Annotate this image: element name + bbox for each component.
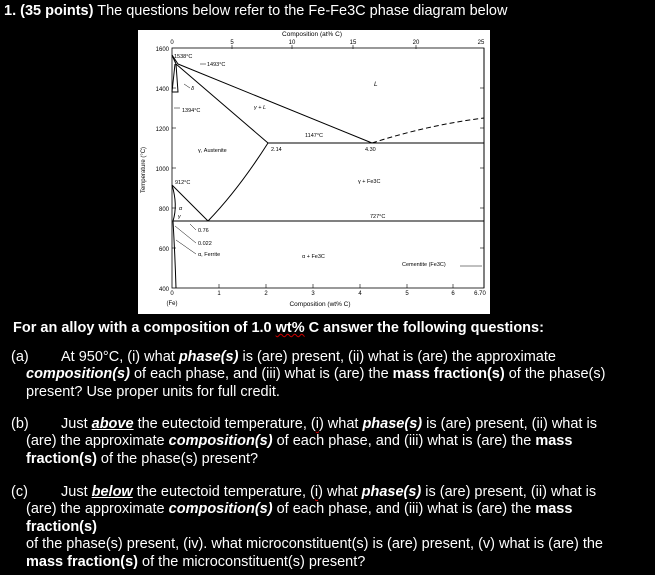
label-1394: 1394°C — [182, 108, 201, 114]
text: At 950°C, (i) what — [61, 349, 179, 365]
bottom-tick: 0 — [170, 291, 174, 297]
text: ) what — [318, 484, 362, 500]
y-tick: 1600 — [155, 47, 169, 53]
liquidus-left — [178, 64, 372, 143]
y-axis-ticks — [156, 47, 170, 293]
text: (are) the approximate — [26, 433, 169, 450]
emphasis: phase(s) — [361, 484, 422, 500]
emphasis: phase(s) — [178, 349, 239, 365]
top-tick: 0 — [170, 40, 174, 46]
prompt-unit: wt% — [275, 320, 305, 336]
diagram-labels — [174, 54, 446, 268]
bottom-axis-ticks — [170, 291, 486, 297]
label-alpha-fe3c: α + Fe3C — [302, 254, 325, 260]
prompt-pre: For an alloy with a composition of 1.0 — [13, 320, 276, 336]
y-tick: 1400 — [155, 87, 169, 93]
origin-label: (Fe) — [166, 301, 178, 307]
question-b — [11, 416, 647, 468]
question-a — [11, 349, 647, 401]
points-label: (35 points) — [20, 3, 94, 19]
header-text: The questions below refer to the Fe-Fe3C phase diagram below — [97, 3, 508, 19]
top-tick: 15 — [349, 40, 357, 46]
label-0022: 0.022 — [198, 241, 212, 247]
emphasis: fraction(s) — [26, 450, 97, 467]
text: is (are) present, (ii) what is — [421, 484, 597, 500]
emphasis: below — [91, 484, 133, 500]
acm-line — [208, 143, 268, 221]
question-label: (c) — [11, 484, 28, 500]
bottom-tick: 1 — [217, 291, 221, 297]
text: present? Use proper units for full credit. — [26, 383, 280, 400]
text: ) what — [318, 416, 363, 432]
label-cementite: Cementite (Fe3C) — [402, 262, 446, 268]
label-austenite: γ, Austenite — [198, 148, 227, 154]
bottom-tick: 6.70 — [474, 291, 486, 297]
emphasis: mass fraction(s) — [392, 366, 505, 383]
top-axis-ticks — [170, 40, 485, 46]
text: is (are) present, (ii) what is — [422, 416, 597, 432]
text: of the phase(s) present, (iv). what microconstituent(s) is (are) present, (v) what is (are) the — [26, 536, 603, 553]
top-tick: 10 — [288, 40, 296, 46]
label-076: 0.76 — [198, 228, 209, 234]
label-gamma-fe3c: γ + Fe3C — [358, 179, 381, 185]
label-1147: 1147°C — [305, 133, 323, 139]
label-liquid: L — [374, 81, 378, 88]
label-delta: δ — [191, 86, 195, 92]
question-c — [11, 484, 647, 571]
phase-diagram — [138, 30, 490, 314]
emphasis: mass fraction(s) — [26, 553, 139, 570]
text: the eutectoid temperature, ( — [133, 416, 316, 432]
label-430: 4.30 — [365, 147, 376, 153]
text: is (are) present, (ii) what is (are) the approximate — [238, 349, 556, 365]
y-tick: 800 — [158, 207, 169, 213]
bottom-tick: 6 — [451, 291, 455, 297]
label-1538: 1538°C — [174, 54, 193, 60]
label-leaders — [174, 84, 482, 266]
solidus — [176, 64, 268, 143]
bottom-tick: 2 — [264, 291, 268, 297]
text: the eutectoid temperature, ( — [132, 484, 315, 500]
label-gamma: γ — [178, 214, 181, 220]
y-tick: 1200 — [155, 127, 169, 133]
label-214: 2.14 — [271, 147, 282, 153]
emphasis: composition(s) — [26, 366, 130, 383]
text: of each phase, and (iii) what is (are) the — [272, 501, 536, 518]
label-727: 727°C — [370, 214, 386, 220]
text: of the phase(s) — [504, 366, 606, 383]
text: of the microconstituent(s) present? — [138, 553, 366, 570]
emphasis: above — [91, 416, 134, 432]
liquidus-right-dashed — [372, 118, 484, 143]
bottom-tick: 5 — [405, 291, 409, 297]
text: Just — [61, 416, 92, 432]
question-label: (a) — [11, 349, 29, 365]
text: of the phase(s) present? — [96, 450, 259, 467]
text: of each phase, and (iii) what is (are) the — [272, 433, 536, 450]
y-tick: 400 — [158, 287, 169, 293]
top-tick: 20 — [412, 40, 420, 46]
alpha-gamma-boundary — [172, 185, 175, 221]
emphasis: phase(s) — [362, 416, 423, 432]
prompt-post: C answer the following questions: — [304, 320, 544, 336]
bottom-tick: 3 — [311, 291, 315, 297]
text: (are) the approximate — [26, 501, 169, 518]
text: of each phase, and (iii) what is (are) the — [129, 366, 393, 383]
bottom-tick-marks — [219, 284, 453, 288]
text: Just — [61, 484, 92, 500]
top-tick: 5 — [230, 40, 234, 46]
spell-mark: i — [314, 484, 319, 500]
emphasis: composition(s) — [168, 501, 273, 518]
question-header — [4, 2, 507, 20]
alpha-solvus — [173, 221, 176, 288]
label-912: 912°C — [175, 180, 191, 186]
label-gamma-liquid: γ + L — [254, 105, 267, 111]
top-axis-title: Composition (at% C) — [282, 31, 342, 38]
question-number: 1. — [4, 3, 17, 19]
bottom-axis-title: Composition (wt% C) — [289, 301, 351, 308]
alloy-prompt — [13, 319, 544, 337]
y-tick-marks — [172, 88, 484, 248]
spell-mark: i — [315, 416, 319, 432]
question-label: (b) — [11, 416, 29, 432]
emphasis: composition(s) — [168, 433, 273, 450]
emphasis: mass fraction(s) — [26, 501, 573, 535]
label-1493: 1493°C — [207, 62, 226, 68]
label-ferrite: α, Ferrite — [198, 252, 221, 258]
top-tick: 25 — [477, 40, 485, 46]
label-alpha: α — [179, 206, 183, 212]
y-tick: 600 — [158, 247, 169, 253]
y-axis-title: Temperature (°C) — [141, 146, 147, 194]
y-tick: 1000 — [155, 167, 169, 173]
bottom-tick: 4 — [358, 291, 362, 297]
emphasis: mass — [535, 433, 573, 450]
